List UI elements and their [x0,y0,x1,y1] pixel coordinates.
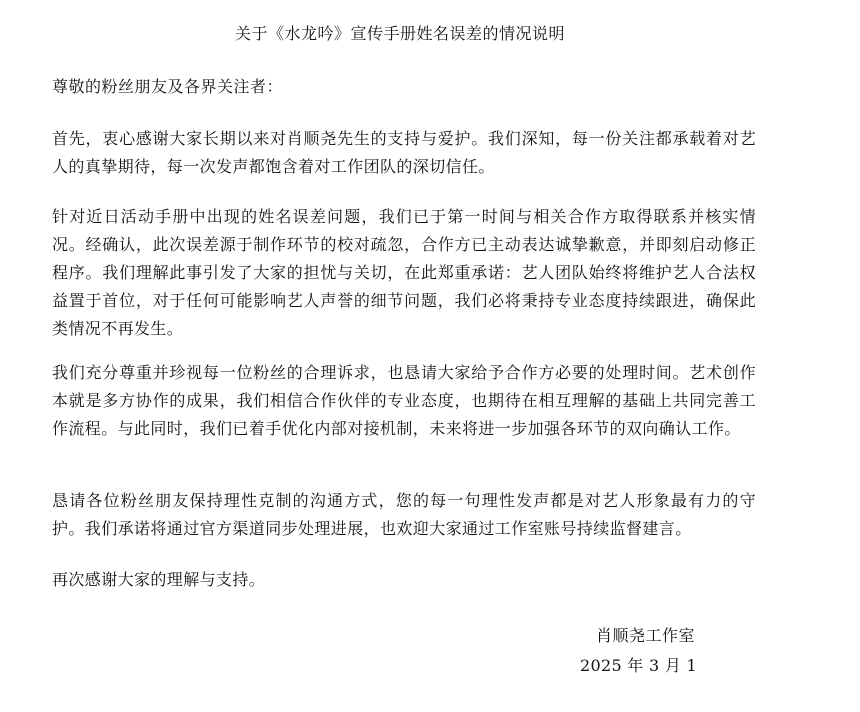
paragraph-closing: 再次感谢大家的理解与支持。 [52,570,266,589]
paragraph-appeal: 恳请各位粉丝朋友保持理性克制的沟通方式，您的每一句理性发声都是对艺人形象最有力的守护。我们承诺将通过官方渠道同步处理进展，也欢迎大家通过工作室账号持续监督建言。 [52,491,756,538]
paragraph-explanation: 针对近日活动手册中出现的姓名误差问题，我们已于第一时间与相关合作方取得联系并核实情况。经确认，此次误差源于制作环节的校对疏忽，合作方已主动表达诚挚歉意，并即刻启动修正程序。我们理解此事引发了大家的担忧与关切，在此郑重承诺：艺人团队始终将维护艺人合法权益置于首位，对于任何可能影响艺人声誉的细节问题，我们必将秉持专业态度持续跟进，确保此类情况不再发生。 [52,207,756,338]
signature-name: 肖顺尧工作室 [596,626,696,645]
signature-block [580,621,740,681]
greeting: 尊敬的粉丝朋友及各界关注者： [52,77,284,96]
paragraph-thanks: 首先，衷心感谢大家长期以来对肖顺尧先生的支持与爱护。我们深知，每一份关注都承载着对艺人的真挚期待，每一次发声都饱含着对工作团队的深切信任。 [52,129,756,176]
document-title: 关于《水龙吟》宣传手册姓名误差的情况说明 [234,24,565,43]
paragraph-request: 我们充分尊重并珍视每一位粉丝的合理诉求，也恳请大家给予合作方必要的处理时间。艺术创作本就是多方协作的成果，我们相信合作伙伴的专业态度，也期待在相互理解的基础上共同完善工作流程。与此同时，我们已着手优化内部对接机制，未来将进一步加强各环节的双向确认工作。 [52,363,756,438]
signature-date: 2025 年 3 月 1 [580,656,698,675]
